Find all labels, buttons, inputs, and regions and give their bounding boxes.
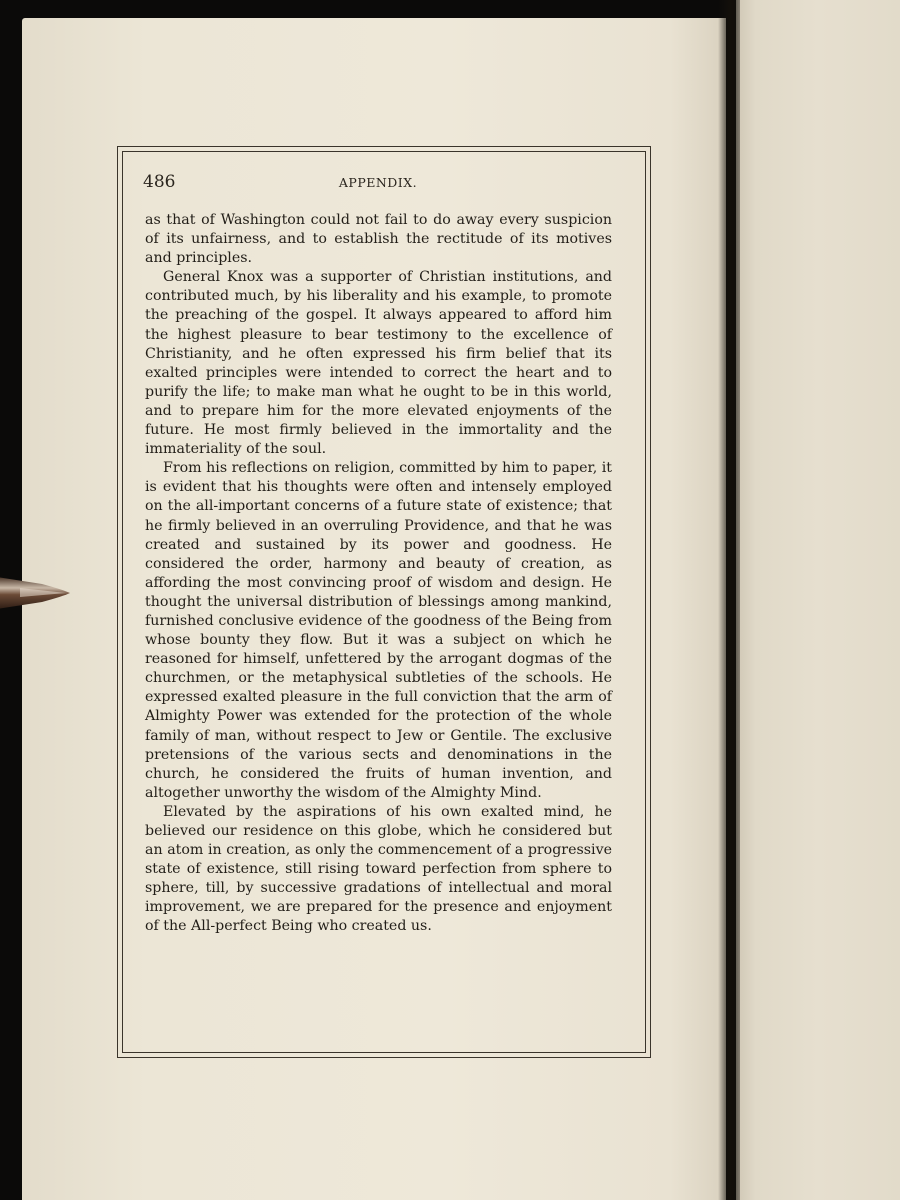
paragraph-1: as that of Washington could not fail to do away every suspicion of its unfairness, and to establish the rectitude of its motives and principles. — [145, 212, 612, 267]
page-number: 486 — [143, 172, 176, 192]
facing-page-edge — [736, 0, 900, 1200]
running-head — [143, 172, 613, 196]
bookmark-pen-icon — [0, 570, 74, 614]
body-text — [145, 211, 612, 937]
gutter-shadow — [718, 0, 740, 1200]
paragraph-3: From his reflections on religion, committed by him to paper, it is evident that his thoughts were often and intensely employed on the all-important concerns of a future state of existence; that he firmly believed in an overruling Providence, and that he was created and sustained by its power and goodness. He considered the order, harmony and beauty of creation, as affording the most convincing proof of wisdom and design. He thought the universal distribution of blessings among mankind, furnished conclusive evidence of the goodness of the Being from whose bounty they flow. But it was a subject on which he reasoned for himself, unfettered by the arrogant dogmas of the churchmen, or the metaphysical subtleties of the schools. He expressed exalted pleasure in the full conviction that the arm of Almighty Power was extended for the protection of the whole family of man, without respect to Jew or Gentile. The exclusive pretensions of the various sects and denominations in the church, he considered the fruits of human invention, and altogether unworthy the wisdom of the Almighty Mind. — [145, 460, 612, 801]
paragraph-2: General Knox was a supporter of Christian institutions, and contributed much, by his liberality and his example, to promote the preaching of the gospel. It always appeared to afford him the highest pleasure to bear testimony to the excellence of Christianity, and he often expressed his firm belief that its exalted principles were intended to correct the heart and to purify the life; to make man what he ought to be in this world, and to prepare him for the more elevated enjoyments of the future. He most firmly believed in the immortality and the immateriality of the soul. — [145, 269, 612, 458]
paragraph-4: Elevated by the aspirations of his own exalted mind, he believed our residence on this globe, which he considered but an atom in creation, as only the commencement of a progressive state of existence, still rising toward perfection from sphere to sphere, till, by successive gradations of intellectual and moral improvement, we are prepared for the presence and enjoyment of the All-perfect Being who created us. — [145, 803, 612, 935]
section-title: APPENDIX. — [338, 175, 418, 190]
